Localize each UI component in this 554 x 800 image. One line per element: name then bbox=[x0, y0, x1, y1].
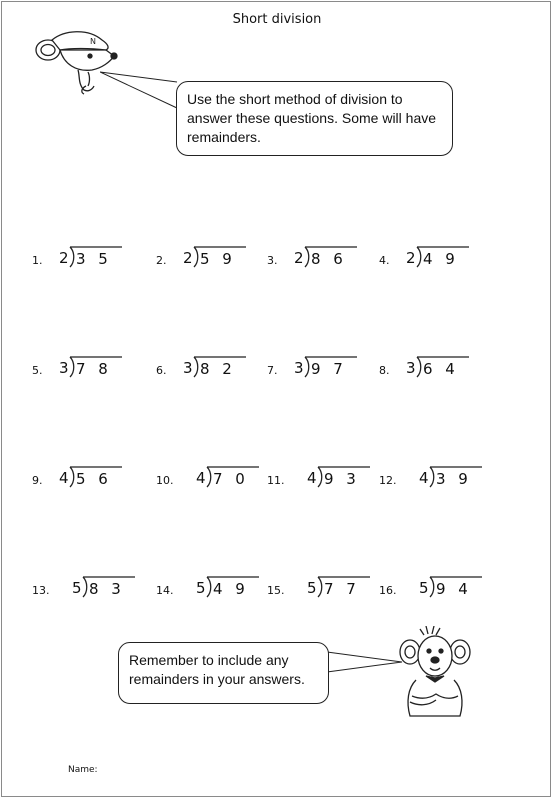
dividend: 9 3 bbox=[324, 470, 360, 488]
divisor: 5 bbox=[307, 579, 317, 597]
problem-number: 10. bbox=[156, 474, 174, 487]
division-problem bbox=[267, 247, 387, 271]
division-problem bbox=[379, 467, 499, 491]
division-problem bbox=[267, 357, 387, 381]
divisor: 2 bbox=[183, 249, 193, 267]
division-problem bbox=[156, 357, 276, 381]
division-problem bbox=[156, 577, 276, 601]
division-problem bbox=[32, 577, 152, 601]
division-problem bbox=[379, 577, 499, 601]
division-problem bbox=[379, 357, 499, 381]
division-problem bbox=[32, 357, 152, 381]
problem-number: 3. bbox=[267, 254, 278, 267]
speech-bubble-tail bbox=[326, 650, 406, 680]
divisor: 5 bbox=[72, 579, 82, 597]
problem-number: 12. bbox=[379, 474, 397, 487]
divisor: 4 bbox=[59, 469, 69, 487]
divisor: 2 bbox=[59, 249, 69, 267]
problem-number: 13. bbox=[32, 584, 50, 597]
divisor: 4 bbox=[419, 469, 429, 487]
dividend: 3 9 bbox=[436, 470, 472, 488]
problem-number: 6. bbox=[156, 364, 167, 377]
divisor: 3 bbox=[294, 359, 304, 377]
division-problem bbox=[32, 247, 152, 271]
dividend: 3 5 bbox=[76, 250, 112, 268]
problem-number: 8. bbox=[379, 364, 390, 377]
division-problem bbox=[156, 247, 276, 271]
dividend: 4 9 bbox=[423, 250, 459, 268]
problem-number: 4. bbox=[379, 254, 390, 267]
divisor: 3 bbox=[406, 359, 416, 377]
division-problem bbox=[267, 577, 387, 601]
reminder-bubble: Remember to include any remainders in your answers. bbox=[118, 642, 329, 704]
divisor: 5 bbox=[419, 579, 429, 597]
problem-number: 16. bbox=[379, 584, 397, 597]
dividend: 7 7 bbox=[324, 580, 360, 598]
divisor: 3 bbox=[183, 359, 193, 377]
problem-number: 11. bbox=[267, 474, 285, 487]
divisor: 2 bbox=[294, 249, 304, 267]
instructions-bubble: Use the short method of division to answer these questions. Some will have remainders. bbox=[176, 81, 453, 156]
dividend: 9 7 bbox=[311, 360, 347, 378]
division-problem bbox=[267, 467, 387, 491]
dividend: 5 6 bbox=[76, 470, 112, 488]
problem-number: 7. bbox=[267, 364, 278, 377]
divisor: 4 bbox=[196, 469, 206, 487]
dividend: 8 3 bbox=[89, 580, 125, 598]
dividend: 7 8 bbox=[76, 360, 112, 378]
problem-number: 1. bbox=[32, 254, 43, 267]
mouse-illustration bbox=[398, 626, 472, 722]
divisor: 2 bbox=[406, 249, 416, 267]
page-title: Short division bbox=[232, 12, 322, 27]
svg-text:N: N bbox=[90, 37, 96, 46]
dividend: 5 9 bbox=[200, 250, 236, 268]
division-problem bbox=[32, 467, 152, 491]
dividend: 7 0 bbox=[213, 470, 249, 488]
problem-number: 9. bbox=[32, 474, 43, 487]
problem-number: 14. bbox=[156, 584, 174, 597]
division-problem bbox=[379, 247, 499, 271]
dividend: 9 4 bbox=[436, 580, 472, 598]
division-problem bbox=[156, 467, 276, 491]
divisor: 5 bbox=[196, 579, 206, 597]
problem-number: 5. bbox=[32, 364, 43, 377]
dividend: 6 4 bbox=[423, 360, 459, 378]
dividend: 4 9 bbox=[213, 580, 249, 598]
name-label: Name: bbox=[68, 765, 98, 775]
divisor: 3 bbox=[59, 359, 69, 377]
divisor: 4 bbox=[307, 469, 317, 487]
speech-bubble-tail bbox=[100, 70, 180, 120]
problem-number: 2. bbox=[156, 254, 167, 267]
dividend: 8 2 bbox=[200, 360, 236, 378]
dividend: 8 6 bbox=[311, 250, 347, 268]
problem-number: 15. bbox=[267, 584, 285, 597]
